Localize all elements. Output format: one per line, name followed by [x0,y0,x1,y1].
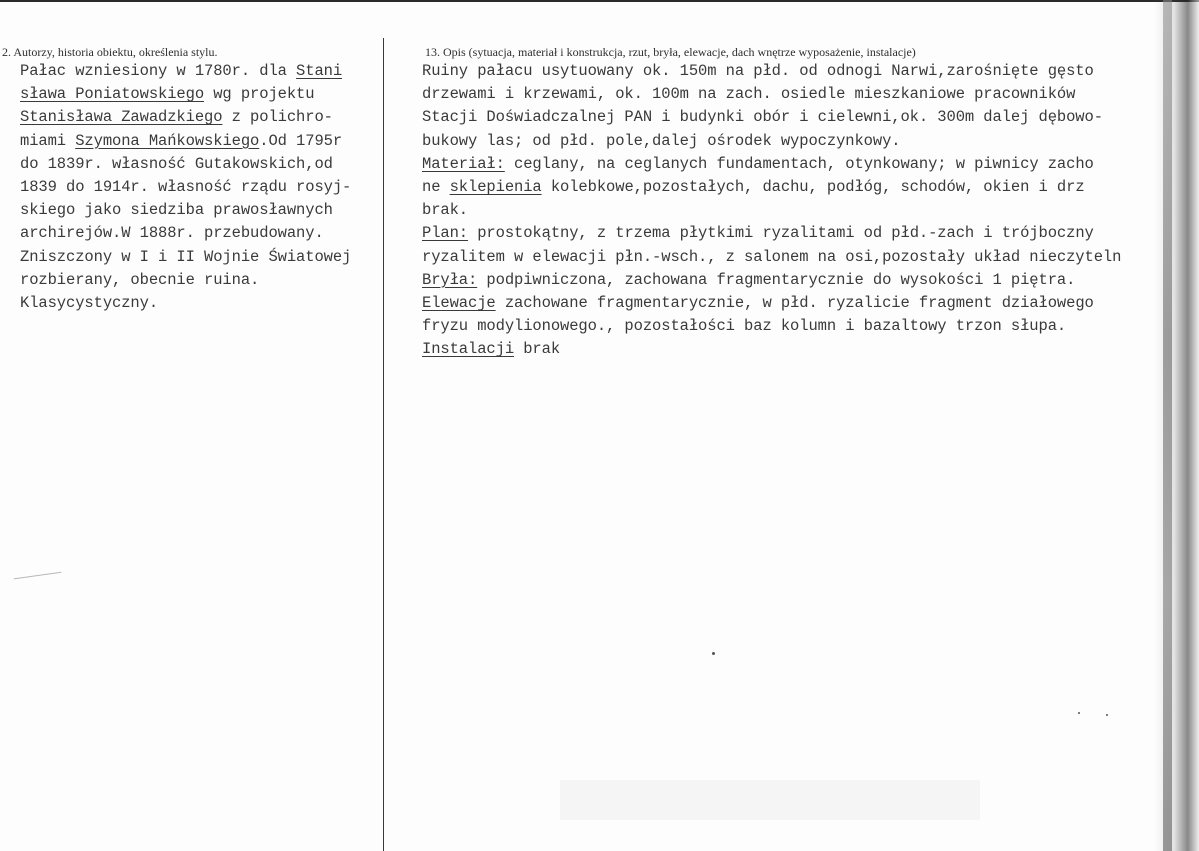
text-line [20,60,382,83]
text-line [422,292,1182,315]
text-line [422,315,1182,338]
text-segment: Pałac wzniesiony w 1780r. dla [20,62,297,80]
text-segment: rozbierany, obecnie ruina. [20,270,260,289]
underlined-term: Instalacji [422,340,515,359]
text-segment: Zniszczony w I i II Wojnie Światowej [20,247,352,266]
text-segment: fryzu modylionowego., pozostałości baz kolumn i bazaltowy trzon słupa. [422,317,1067,336]
text-line [422,269,1182,292]
text-segment: wg projektu [204,85,315,104]
text-line [20,246,382,269]
text-segment: miami [20,131,76,150]
text-line [422,83,1182,106]
text-segment: brak [514,340,561,359]
underlined-term: Bryła: [422,270,478,289]
text-line [422,176,1182,199]
text-line [20,292,382,315]
text-segment: z polichro- [222,108,333,127]
text-segment: Ruiny pałacu usytuowany ok. 150m na płd. od odnogi Narwi,zarośnięte gęsto [422,62,1094,80]
top-border-line [0,0,1199,2]
text-line [20,83,382,106]
text-line [422,130,1182,153]
text-segment: prostokątny, z trzema płytkimi ryzalitami od płd.-zach i trójboczny [468,224,1094,243]
text-segment: 1839 do 1914r. własność rządu rosyj- [20,177,352,196]
text-segment: ryzalitem w elewacji płn.-wsch., z salonem na osi,pozostały układ nieczyteln [422,247,1122,266]
text-line [422,246,1182,269]
text-line [422,106,1182,129]
text-segment: brak. [422,201,469,220]
page-edge [1163,0,1172,851]
text-line [422,338,1182,361]
underlined-term: Materiał: [422,154,505,173]
text-line [20,269,382,292]
text-line [20,153,382,176]
underlined-term: sława Poniatowskiego [20,85,205,104]
description-text-block [422,60,1182,361]
text-segment: zachowane fragmentarycznie, w płd. ryzalicie fragment działowego [495,293,1094,312]
underlined-term: Elewacje [422,293,496,312]
text-line [422,222,1182,245]
text-line [20,199,382,222]
text-segment: bukowy las; od płd. pole,dalej ośrodek wypoczynkowy. [422,131,901,150]
text-segment: Klasycystyczny. [20,293,159,312]
text-segment: Stacji Doświadczalnej PAN i budynki obór i cielewni,ok. 300m dalej dębowo- [422,108,1103,127]
text-line [20,176,382,199]
text-line [20,222,382,245]
text-line [20,130,382,153]
text-segment: .Od 1795r [259,131,343,150]
scan-edge-shadow [1154,0,1199,851]
text-line [422,153,1182,176]
history-text-block [20,60,382,315]
text-line [20,106,382,129]
underlined-term: Szymona Mańkowskiego [75,131,260,150]
section-header-history: 2. Autorzy, historia obiektu, określenia stylu. [2,45,218,59]
ink-dot [1078,712,1080,714]
text-segment: podpiwniczona, zachowana fragmentarycznie do wysokości 1 piętra. [477,270,1076,289]
text-segment: drzewami i krzewami, ok. 100m na zach. osiedle mieszkaniowe pracowników [422,85,1076,104]
section-header-description: 13. Opis (sytuacja, materiał i konstrukcja, rzut, bryła, elewacje, dach wnętrze wyposażenie, instalacje) [425,45,916,59]
column-divider [383,38,384,851]
text-line [422,60,1182,83]
text-segment: archirejów.W 1888r. przebudowany. [20,224,324,243]
text-segment: do 1839r. własność Gutakowskich,od [20,154,333,173]
text-segment: skiego jako siedziba prawosławnych [20,201,333,220]
paper-stain [560,780,980,820]
underlined-term: Stanisława Zawadzkiego [20,108,223,127]
underlined-term: Stani [296,62,343,80]
text-segment: ceglany, na ceglanych fundamentach, otynkowany; w piwnicy zacho [504,154,1094,173]
text-segment: kolebkowe,pozostałych, dachu, podłóg, schodów, okien i drz [541,177,1085,196]
underlined-term: Plan: [422,224,469,243]
pencil-mark [14,572,63,588]
text-segment: ne [422,177,450,196]
ink-dot [712,652,715,655]
underlined-term: sklepienia [449,177,542,196]
ink-dot [1106,714,1108,716]
text-line [422,199,1182,222]
